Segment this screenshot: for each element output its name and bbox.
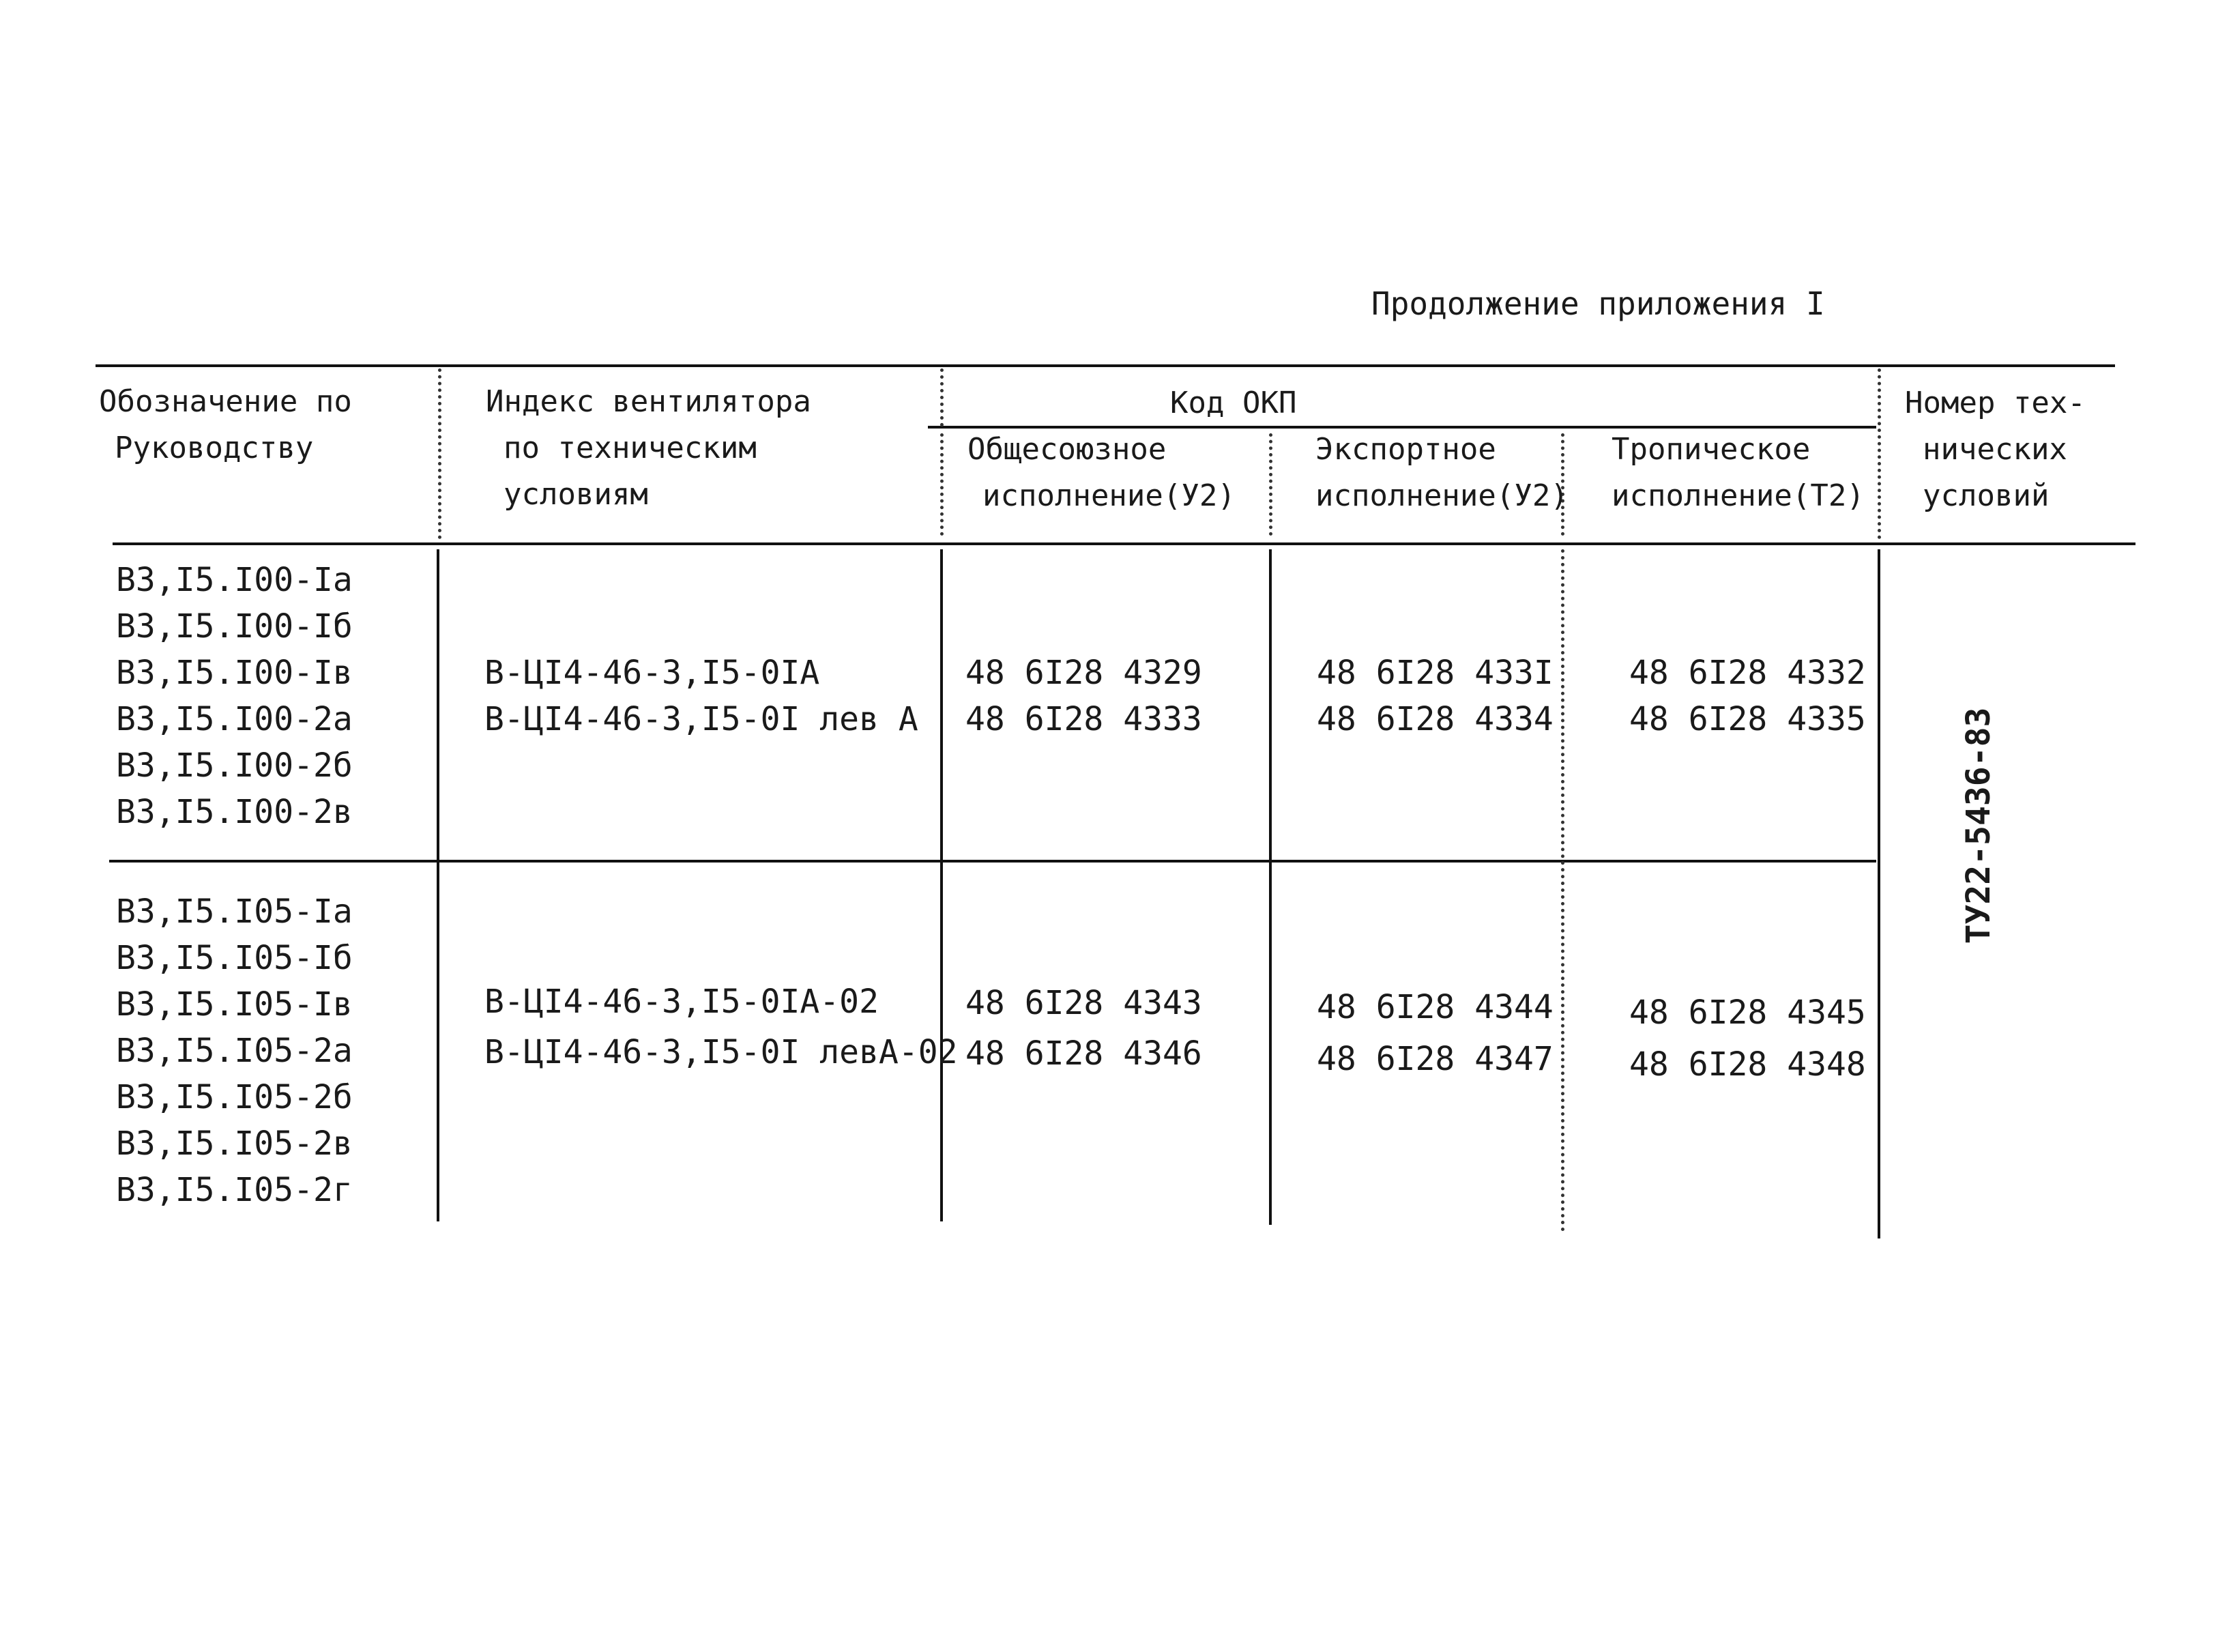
header-separator — [438, 368, 441, 539]
header-bottom-rule — [113, 542, 2135, 545]
column-line — [1269, 549, 1272, 1225]
column-line — [1878, 549, 1880, 1238]
caption: Продолжение приложения I — [1371, 285, 1825, 322]
header-separator — [940, 368, 944, 426]
group-separator-rule — [109, 860, 1876, 863]
table-top-rule — [96, 364, 2115, 367]
column-line — [437, 549, 439, 1221]
column-line — [940, 549, 943, 1221]
column-line — [1561, 549, 1564, 1232]
tu-number-vertical: ТУ22-5436-83 — [1959, 707, 1998, 944]
header-separator — [1269, 433, 1272, 536]
header-okp: Код ОКП — [1170, 386, 1297, 420]
header-separator — [1878, 368, 1881, 539]
header-separator — [940, 433, 944, 536]
